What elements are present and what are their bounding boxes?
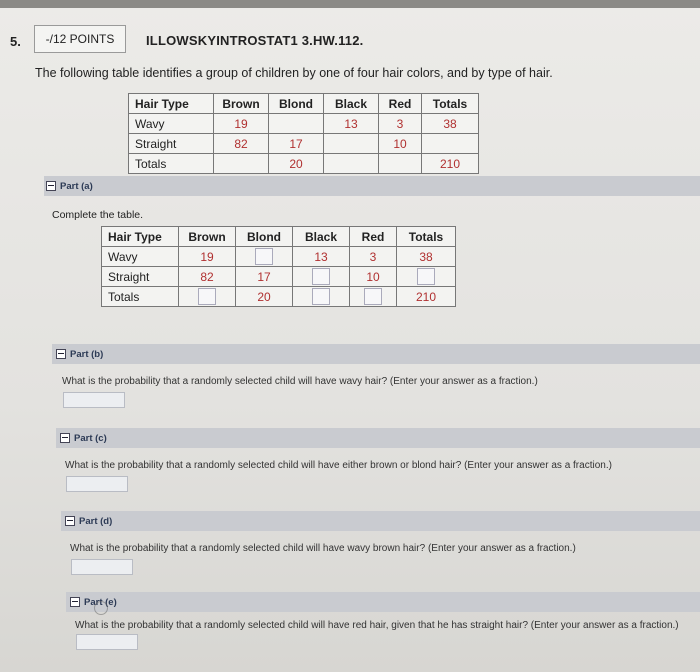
part-b-label: Part (b) (70, 348, 104, 360)
cell: 82 (179, 267, 236, 287)
part-c-header[interactable] (56, 428, 700, 448)
part-d-answer-input[interactable] (71, 559, 133, 575)
col-totals: Totals (397, 227, 456, 247)
collapse-icon[interactable] (70, 597, 80, 607)
col-red: Red (379, 94, 422, 114)
part-c-prompt: What is the probability that a randomly selected child will have either brown or blond hair? (Enter your answer as a fraction.) (65, 460, 612, 471)
table-row (102, 267, 456, 287)
row-label: Totals (102, 287, 179, 307)
cell (350, 287, 397, 307)
answer-table (101, 226, 456, 307)
question-code: ILLOWSKYINTROSTAT1 3.HW.112. (146, 33, 364, 48)
cell: 3 (379, 114, 422, 134)
cell: 210 (397, 287, 456, 307)
cell: 38 (422, 114, 479, 134)
cell (324, 134, 379, 154)
col-hair-type: Hair Type (102, 227, 179, 247)
part-e-answer-input[interactable] (76, 634, 138, 650)
cell: 20 (269, 154, 324, 174)
cell (293, 267, 350, 287)
answer-input-totals-brown[interactable] (198, 288, 216, 305)
cell: 10 (350, 267, 397, 287)
reference-table (128, 93, 479, 174)
part-a-label: Part (a) (60, 180, 93, 192)
cell: 210 (422, 154, 479, 174)
table-row (129, 154, 479, 174)
cell (379, 154, 422, 174)
cell (293, 287, 350, 307)
cell: 38 (397, 247, 456, 267)
cell: 19 (179, 247, 236, 267)
part-a-header[interactable] (44, 176, 700, 196)
row-label: Wavy (129, 114, 214, 134)
question-number: 5. (10, 34, 21, 49)
col-blond: Blond (236, 227, 293, 247)
table-row (129, 134, 479, 154)
cell: 17 (269, 134, 324, 154)
cell: 13 (324, 114, 379, 134)
row-label: Straight (129, 134, 214, 154)
cell: 17 (236, 267, 293, 287)
collapse-icon[interactable] (60, 433, 70, 443)
table-row (129, 114, 479, 134)
question-intro: The following table identifies a group of children by one of four hair colors, and by type of hair. (35, 66, 553, 80)
part-c-answer-input[interactable] (66, 476, 128, 492)
col-black: Black (324, 94, 379, 114)
answer-input-totals-black[interactable] (312, 288, 330, 305)
cell (324, 154, 379, 174)
answer-input-wavy-blond[interactable] (255, 248, 273, 265)
cell: 13 (293, 247, 350, 267)
points-badge: -/12 POINTS (34, 25, 126, 53)
cell (179, 287, 236, 307)
col-black: Black (293, 227, 350, 247)
table-header-row (102, 227, 456, 247)
answer-input-straight-totals[interactable] (417, 268, 435, 285)
cell (214, 154, 269, 174)
cell: 20 (236, 287, 293, 307)
collapse-icon[interactable] (46, 181, 56, 191)
part-d-header[interactable] (61, 511, 700, 531)
cell (422, 134, 479, 154)
cell: 82 (214, 134, 269, 154)
collapse-icon[interactable] (56, 349, 66, 359)
col-hair-type: Hair Type (129, 94, 214, 114)
cell: 19 (214, 114, 269, 134)
collapse-icon[interactable] (65, 516, 75, 526)
part-d-label: Part (d) (79, 515, 113, 527)
col-brown: Brown (214, 94, 269, 114)
part-e-header[interactable] (66, 592, 700, 612)
part-e-prompt: What is the probability that a randomly selected child will have red hair, given that he has straight hair? (Enter your answer as a fraction.) (75, 620, 679, 631)
part-c-label: Part (c) (74, 432, 107, 444)
row-label: Wavy (102, 247, 179, 267)
col-totals: Totals (422, 94, 479, 114)
cell (236, 247, 293, 267)
row-label: Straight (102, 267, 179, 287)
row-label: Totals (129, 154, 214, 174)
cell: 3 (350, 247, 397, 267)
table-row (102, 247, 456, 267)
col-red: Red (350, 227, 397, 247)
answer-input-totals-red[interactable] (364, 288, 382, 305)
answer-input-straight-black[interactable] (312, 268, 330, 285)
cell: 10 (379, 134, 422, 154)
col-blond: Blond (269, 94, 324, 114)
col-brown: Brown (179, 227, 236, 247)
part-a-prompt: Complete the table. (52, 209, 144, 221)
part-b-header[interactable] (52, 344, 700, 364)
part-b-answer-input[interactable] (63, 392, 125, 408)
top-bar (0, 0, 700, 8)
cell (397, 267, 456, 287)
cell (269, 114, 324, 134)
part-b-prompt: What is the probability that a randomly selected child will have wavy hair? (Enter your answer as a fraction.) (62, 376, 538, 387)
table-row (102, 287, 456, 307)
table-header-row (129, 94, 479, 114)
part-e-label: Part (e) (84, 596, 117, 608)
part-d-prompt: What is the probability that a randomly selected child will have wavy brown hair? (Enter your answer as a fraction.) (70, 543, 576, 554)
mouse-cursor-icon (94, 601, 108, 615)
